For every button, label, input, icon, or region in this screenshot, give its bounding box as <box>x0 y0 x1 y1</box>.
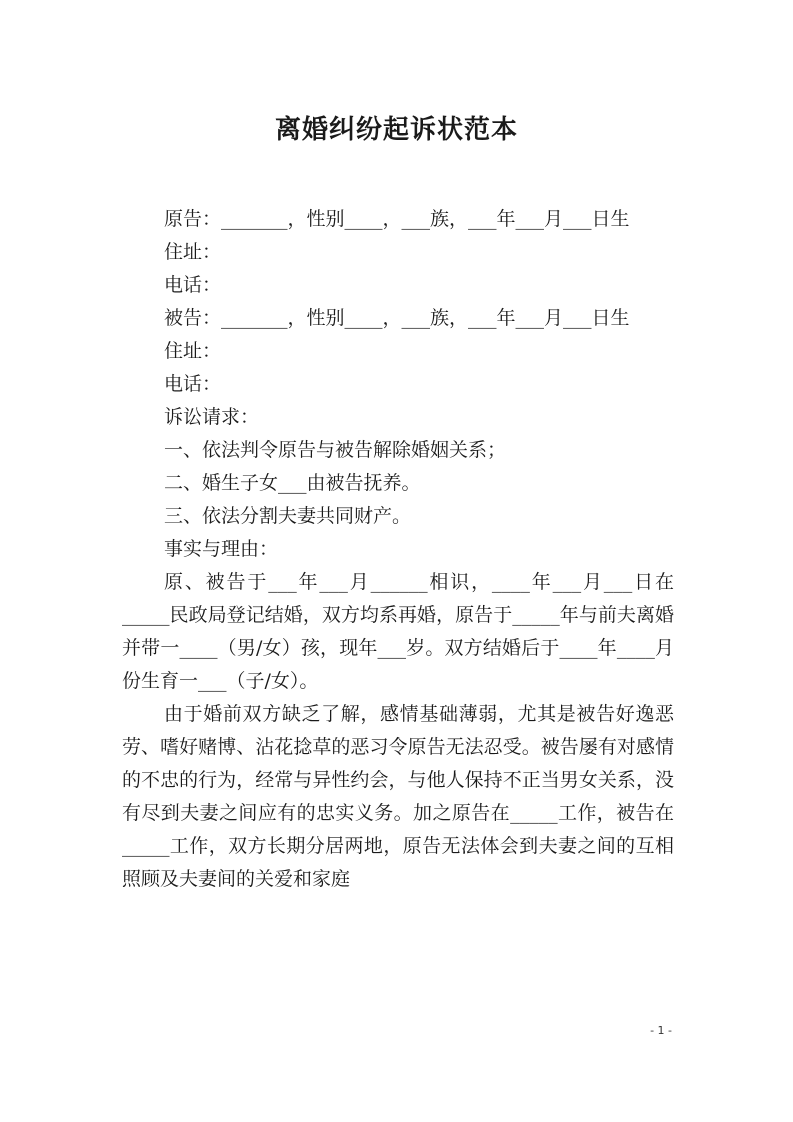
claim-item-1: 一、依法判令原告与被告解除婚姻关系； <box>164 439 507 461</box>
facts-heading: 事实与理由： <box>164 538 279 560</box>
claim-item-2: 二、婚生子女___由被告抚养。 <box>164 472 421 494</box>
facts-paragraph-2: 由于婚前双方缺乏了解，感情基础薄弱，尤其是被告好逸恶劳、嗜好赌博、沾花捻草的恶习令原告无法忍受。被告屡有对感情的不忠的行为，经常与异性约会，与他人保持不正当男女关系，没有尽到夫妻之间应有的忠实义务。加之原告在_____工作，被告在_____工作，双方长期分居两地，原告无法体会到夫妻之间的互相照顾及夫妻间的关爱和家庭 <box>122 703 674 890</box>
defendant-phone: 电话： <box>164 373 222 395</box>
claim-item-3: 三、依法分割夫妻共同财产。 <box>164 505 412 527</box>
claims-heading: 诉讼请求： <box>164 406 260 428</box>
defendant-info: 被告：_______，性别____，___族，___年___月___日生 <box>164 307 630 329</box>
facts-paragraph-1: 原、被告于___年___月______相识，____年___月___日在_____民政局登记结婚，双方均系再婚，原告于_____年与前夫离婚并带一____（男/女）孩，现年___岁。双方结婚后于____年____月份生育一___（子/女）。 <box>122 571 674 692</box>
document-title: 离婚纠纷起诉状范本 <box>274 115 518 145</box>
document-body <box>122 203 674 896</box>
plaintiff-address: 住址： <box>164 241 222 263</box>
plaintiff-info: 原告：_______，性别____，___族，___年___月___日生 <box>164 208 630 230</box>
plaintiff-phone: 电话： <box>164 274 222 296</box>
page-number: - 1 - <box>650 1024 672 1037</box>
defendant-address: 住址： <box>164 340 222 362</box>
